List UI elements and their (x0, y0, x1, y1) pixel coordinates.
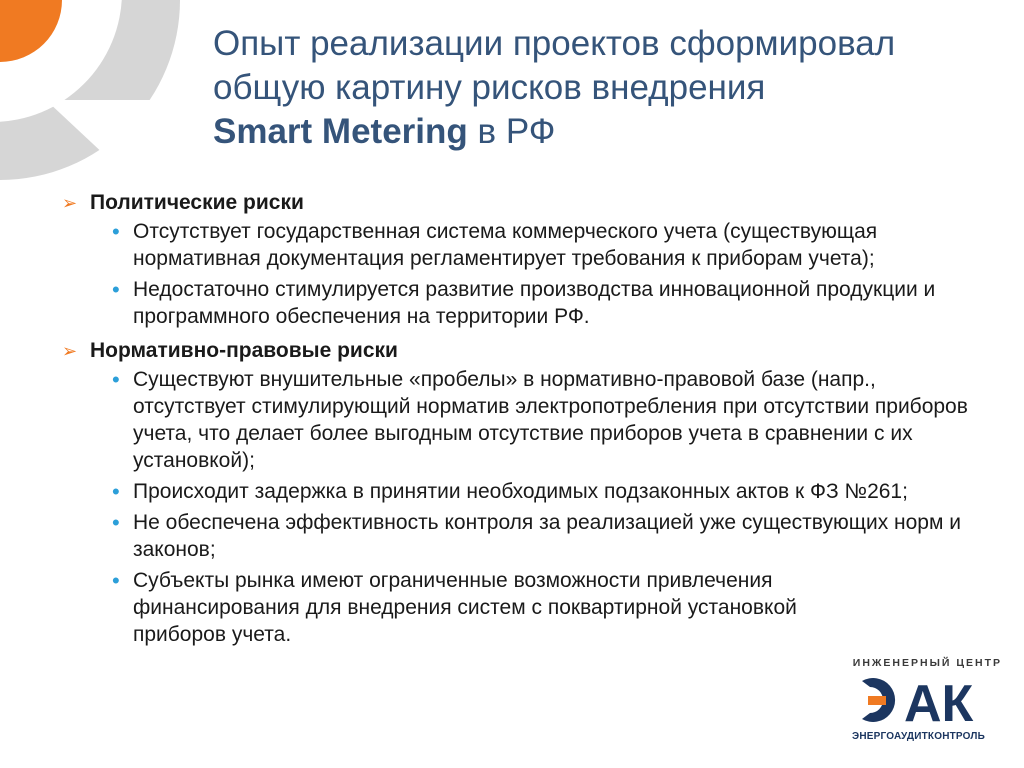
logo-bottom-text: ЭНЕРГОАУДИТКОНТРОЛЬ (852, 731, 985, 742)
title-line-1: Опыт реализации проектов сформировал (213, 24, 896, 63)
list-item-text: Отсутствует государственная система коммерческого учета (существующая нормативная документация регламентирует требования к приборам учета); (133, 220, 878, 270)
arrow-right-icon: ➢ (62, 341, 78, 361)
list-item-text: Существуют внушительные «пробелы» в нормативно-правовой базе (напр., отсутствует стимулирующий норматив электропотребления при отсутствии приборов учета, что делает более выгодным отсутствие приборов учета в сравнении с их установкой); (133, 368, 968, 472)
company-logo (852, 657, 1002, 742)
arrow-right-icon: ➢ (62, 193, 78, 213)
section-regulatory (62, 336, 972, 648)
list-item-text: Субъекты рынка имеют ограниченные возможности привлечения финансирования для внедрения систем с поквартирной установкой приборов учета. (133, 569, 797, 646)
dot-icon: • (112, 367, 120, 392)
item-list (62, 218, 972, 330)
item-list (62, 366, 972, 648)
title-line-2: общую картину рисков внедрения (213, 68, 766, 107)
list-item (108, 567, 972, 648)
list-item (108, 366, 972, 474)
list-item (108, 276, 972, 330)
svg-text:АК: АК (904, 675, 974, 729)
dot-icon: • (112, 219, 120, 244)
content-area (62, 188, 972, 654)
section-heading-text: Нормативно-правовые риски (90, 339, 398, 362)
list-item (108, 478, 972, 505)
title-rest-part: в РФ (467, 112, 556, 151)
list-item (108, 218, 972, 272)
title-bold-part: Smart Metering (213, 112, 468, 151)
corner-decoration (0, 0, 200, 180)
dot-icon: • (112, 568, 120, 593)
title-line-3 (213, 110, 1013, 154)
dot-icon: • (112, 479, 120, 504)
logo-top-text: ИНЖЕНЕРНЫЙ ЦЕНТР (852, 657, 1002, 669)
dot-icon: • (112, 510, 120, 535)
section-heading-text: Политические риски (90, 191, 304, 214)
slide-title (213, 22, 1013, 154)
list-item-text: Не обеспечена эффективность контроля за реализацией уже существующих норм и законов; (133, 511, 961, 561)
dot-icon: • (112, 277, 120, 302)
section-heading (62, 188, 972, 218)
section-heading (62, 336, 972, 366)
logo-mark-icon (856, 671, 996, 729)
list-item-text: Происходит задержка в принятии необходимых подзаконных актов к ФЗ №261; (133, 480, 908, 503)
section-political (62, 188, 972, 330)
list-item (108, 509, 972, 563)
list-item-text: Недостаточно стимулируется развитие производства инновационной продукции и программного обеспечения на территории РФ. (133, 278, 936, 328)
